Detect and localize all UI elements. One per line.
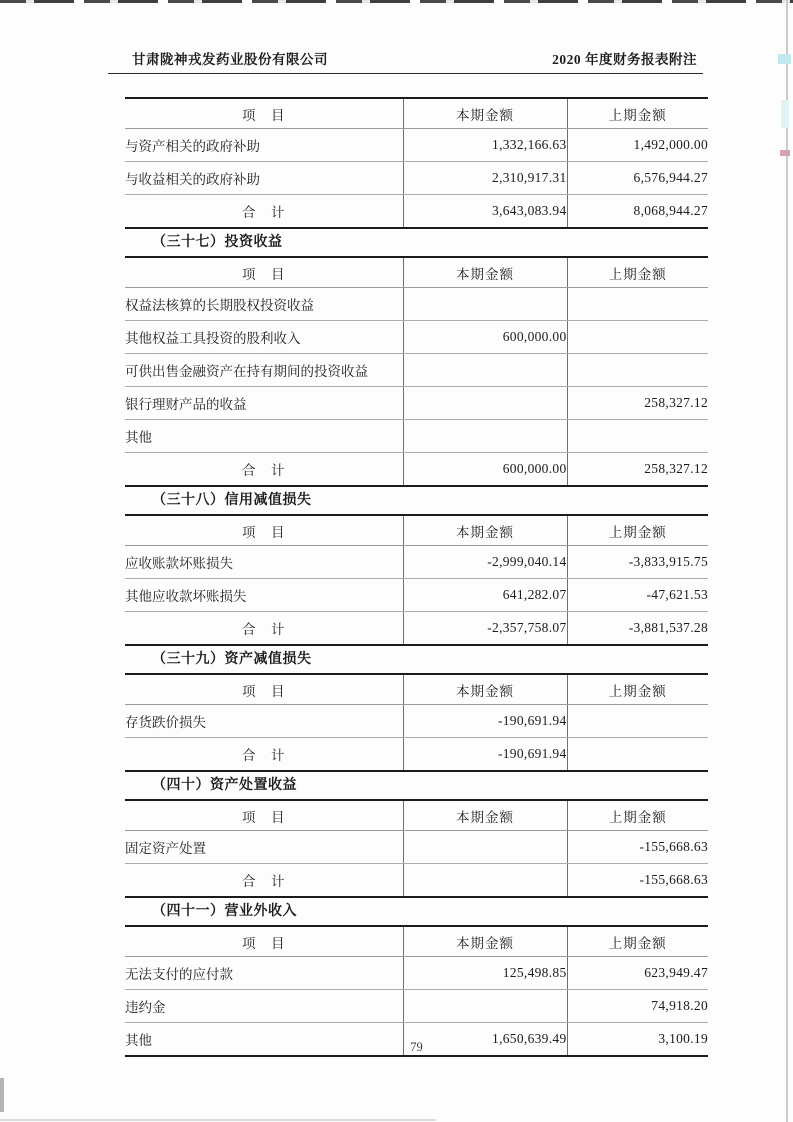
total-label: 合 计 bbox=[125, 738, 403, 772]
column-header-item: 项 目 bbox=[125, 800, 403, 831]
section-heading-asset-impairment: （三十九）资产减值损失 bbox=[152, 652, 312, 667]
row-label: 其他应收款坏账损失 bbox=[125, 579, 403, 612]
column-header-item: 项 目 bbox=[125, 98, 403, 129]
row-label: 其他 bbox=[125, 420, 403, 453]
prior-amount bbox=[567, 288, 708, 321]
total-row bbox=[125, 738, 708, 772]
current-amount: -2,999,040.14 bbox=[403, 546, 567, 579]
total-row bbox=[125, 612, 708, 646]
current-amount bbox=[403, 387, 567, 420]
column-header-current: 本期金额 bbox=[403, 257, 567, 288]
prior-amount bbox=[567, 321, 708, 354]
table-row bbox=[125, 990, 708, 1023]
table-header-row bbox=[125, 257, 708, 288]
current-amount: 1,332,166.63 bbox=[403, 129, 567, 162]
credit-impairment-table bbox=[125, 514, 708, 646]
prior-amount: -3,881,537.28 bbox=[628, 620, 708, 635]
current-amount: -2,357,758.07 bbox=[403, 612, 567, 646]
current-amount: 600,000.00 bbox=[403, 453, 567, 487]
column-header-current: 本期金额 bbox=[403, 98, 567, 129]
total-label: 合 计 bbox=[125, 453, 403, 487]
total-label: 合 计 bbox=[125, 612, 403, 646]
table-row bbox=[125, 957, 708, 990]
prior-amount: 1,492,000.00 bbox=[567, 129, 708, 162]
current-amount: -190,691.94 bbox=[403, 738, 567, 772]
row-label: 无法支付的应付款 bbox=[125, 957, 403, 990]
prior-amount: 258,327.12 bbox=[644, 461, 708, 476]
column-header-prior: 上期金额 bbox=[567, 800, 708, 831]
current-amount bbox=[403, 420, 567, 453]
row-label: 其他 bbox=[125, 1023, 403, 1057]
scan-artifact-mark bbox=[0, 1078, 4, 1112]
prior-amount: 623,949.47 bbox=[567, 957, 708, 990]
table-row bbox=[125, 579, 708, 612]
prior-amount: -155,668.63 bbox=[639, 872, 708, 887]
section-heading-asset-disposal: （四十）资产处置收益 bbox=[152, 778, 297, 793]
column-header-prior: 上期金额 bbox=[567, 98, 708, 129]
row-label: 可供出售金融资产在持有期间的投资收益 bbox=[125, 354, 403, 387]
report-title: 2020 年度财务报表附注 bbox=[552, 52, 697, 67]
asset-disposal-table bbox=[125, 799, 708, 898]
table-row bbox=[125, 321, 708, 354]
prior-amount: 8,068,944.27 bbox=[633, 203, 708, 218]
table-header-row bbox=[125, 515, 708, 546]
prior-amount: -47,621.53 bbox=[567, 579, 708, 612]
section-heading-investment-income: （三十七）投资收益 bbox=[152, 235, 283, 250]
column-header-current: 本期金额 bbox=[403, 674, 567, 705]
asset-impairment-table bbox=[125, 673, 708, 772]
prior-amount: 258,327.12 bbox=[567, 387, 708, 420]
current-amount: 1,650,639.49 bbox=[403, 1023, 567, 1057]
table-header-row bbox=[125, 98, 708, 129]
prior-amount: 74,918.20 bbox=[567, 990, 708, 1023]
scan-artifact-speck bbox=[778, 54, 791, 64]
row-label: 违约金 bbox=[125, 990, 403, 1023]
section-heading-non-operating-income: （四十一）营业外收入 bbox=[152, 904, 297, 919]
current-amount bbox=[403, 990, 567, 1023]
investment-income-table bbox=[125, 256, 708, 487]
current-amount: -190,691.94 bbox=[403, 705, 567, 738]
prior-amount bbox=[567, 354, 708, 387]
column-header-current: 本期金额 bbox=[403, 926, 567, 957]
table-header-row bbox=[125, 800, 708, 831]
row-label: 银行理财产品的收益 bbox=[125, 387, 403, 420]
table-header-row bbox=[125, 926, 708, 957]
prior-amount bbox=[567, 705, 708, 738]
column-header-item: 项 目 bbox=[125, 257, 403, 288]
company-name: 甘肃陇神戎发药业股份有限公司 bbox=[132, 52, 328, 67]
total-label: 合 计 bbox=[125, 195, 403, 229]
row-label: 与收益相关的政府补助 bbox=[125, 162, 403, 195]
scan-artifact-top-edge bbox=[0, 0, 793, 3]
column-header-prior: 上期金额 bbox=[567, 257, 708, 288]
prior-amount: -155,668.63 bbox=[567, 831, 708, 864]
current-amount bbox=[403, 354, 567, 387]
current-amount bbox=[403, 288, 567, 321]
current-amount: 2,310,917.31 bbox=[403, 162, 567, 195]
current-amount bbox=[403, 864, 567, 898]
column-header-current: 本期金额 bbox=[403, 515, 567, 546]
table-header-row bbox=[125, 674, 708, 705]
prior-amount: 3,100.19 bbox=[658, 1031, 708, 1046]
column-header-item: 项 目 bbox=[125, 515, 403, 546]
row-label: 其他权益工具投资的股利收入 bbox=[125, 321, 403, 354]
table-row bbox=[125, 831, 708, 864]
table-row bbox=[125, 354, 708, 387]
column-header-prior: 上期金额 bbox=[567, 515, 708, 546]
row-label: 应收账款坏账损失 bbox=[125, 546, 403, 579]
current-amount: 125,498.85 bbox=[403, 957, 567, 990]
scan-artifact-speck bbox=[780, 150, 790, 156]
column-header-current: 本期金额 bbox=[403, 800, 567, 831]
page-header bbox=[108, 48, 703, 74]
table-row bbox=[125, 162, 708, 195]
row-label: 固定资产处置 bbox=[125, 831, 403, 864]
column-header-item: 项 目 bbox=[125, 926, 403, 957]
prior-amount: -3,833,915.75 bbox=[567, 546, 708, 579]
table-row bbox=[125, 288, 708, 321]
row-label: 存货跌价损失 bbox=[125, 705, 403, 738]
total-row bbox=[125, 864, 708, 898]
current-amount: 641,282.07 bbox=[403, 579, 567, 612]
row-label: 权益法核算的长期股权投资收益 bbox=[125, 288, 403, 321]
scan-artifact-right-edge bbox=[786, 0, 788, 1122]
column-header-prior: 上期金额 bbox=[567, 674, 708, 705]
scan-artifact-bottom-edge bbox=[0, 1119, 436, 1121]
current-amount bbox=[403, 831, 567, 864]
total-label: 合 计 bbox=[125, 864, 403, 898]
prior-amount bbox=[567, 420, 708, 453]
table-row bbox=[125, 420, 708, 453]
table-row bbox=[125, 387, 708, 420]
column-header-item: 项 目 bbox=[125, 674, 403, 705]
non-operating-income-table bbox=[125, 925, 708, 1057]
scan-artifact-speck bbox=[781, 100, 789, 128]
page-content bbox=[125, 97, 708, 1057]
current-amount: 3,643,083.94 bbox=[403, 195, 567, 229]
row-label: 与资产相关的政府补助 bbox=[125, 129, 403, 162]
table-row bbox=[125, 546, 708, 579]
table-row bbox=[125, 705, 708, 738]
prior-amount: 6,576,944.27 bbox=[567, 162, 708, 195]
page-number: 79 bbox=[410, 1040, 423, 1054]
table-row bbox=[125, 129, 708, 162]
section-heading-credit-impairment: （三十八）信用减值损失 bbox=[152, 493, 312, 508]
current-amount: 600,000.00 bbox=[403, 321, 567, 354]
column-header-prior: 上期金额 bbox=[567, 926, 708, 957]
total-row bbox=[125, 195, 708, 229]
prior-amount bbox=[567, 738, 708, 772]
government-grants-table bbox=[125, 97, 708, 229]
total-row bbox=[125, 453, 708, 487]
